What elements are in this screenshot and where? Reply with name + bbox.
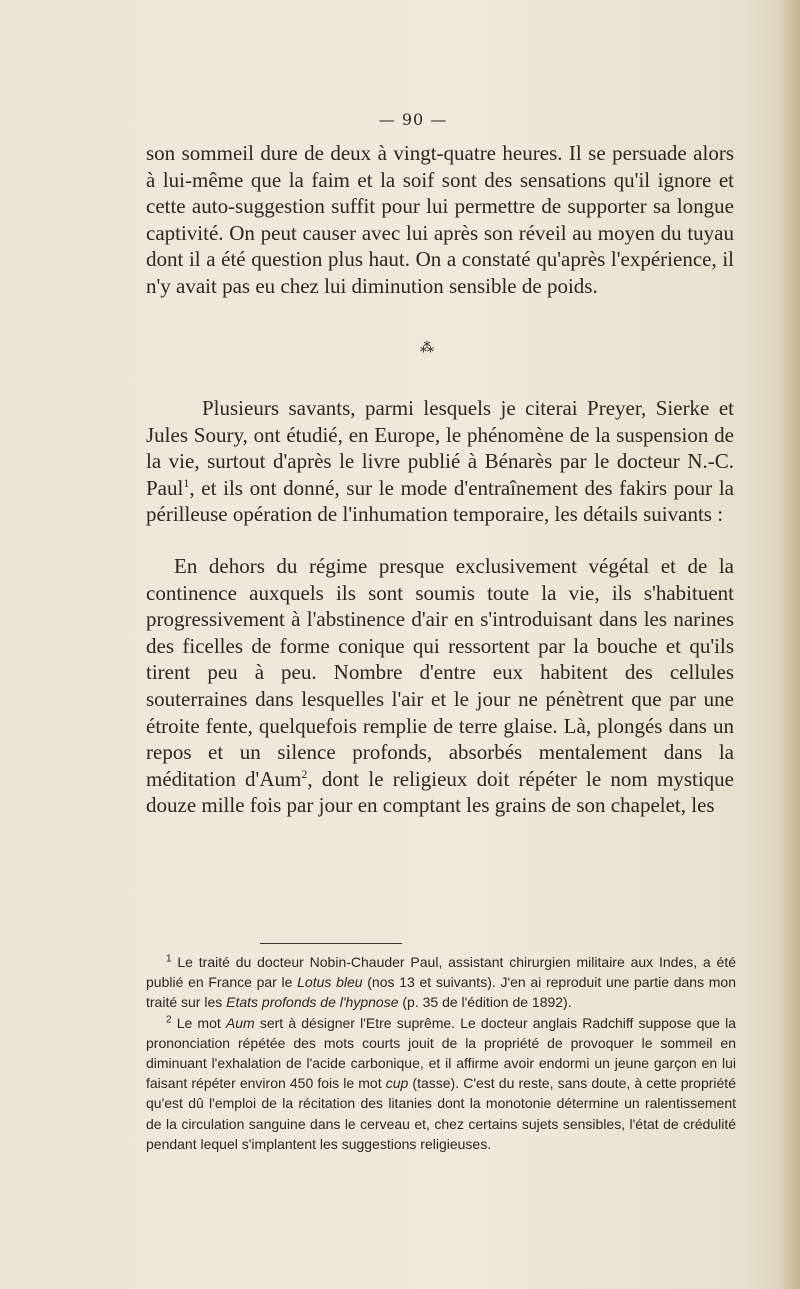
paragraph-3 [146, 553, 734, 819]
footnote-ref-1: 1 [183, 475, 190, 490]
footnote-2-cup: cup [385, 1075, 409, 1092]
footnote-1-text-a: Le traité du docteur Nobin-Chauder Paul, assistant chirurgien militaire aux Indes, a été publié en France par le [146, 954, 737, 991]
footnote-1 [146, 952, 736, 1013]
asterism-separator: ⁂ [420, 340, 434, 356]
paragraph-2 [146, 395, 734, 528]
page-edge-shadow [778, 0, 800, 1289]
paragraph-3-text-b: , dont le religieux doit répéter le nom mystique douze mille fois par jour en comptant les grains de son chapelet, les [146, 766, 734, 818]
page-number: — 90 — [378, 110, 448, 129]
footnote-1-book: Etats profonds de l'hypnose [226, 994, 399, 1011]
footnote-2 [146, 1013, 736, 1154]
footnote-2-text-a: Le mot [176, 1014, 226, 1031]
footnotes [146, 952, 736, 1154]
footnote-2-text-b: sert à désigner l'Etre suprême. Le docteur anglais Radchiff suppose que la prononciation répétée des mots courts jouit de la propriété de provoquer le sommeil en diminuant l'exhalation de l'acide carbonique, et il affirme avoir endormi un jeune garçon en lui faisant répéter environ 450 fois le mot [146, 1014, 737, 1092]
footnote-2-text-c: (tasse). C'est du reste, sans doute, à cette propriété qu'est dû l'emploi de la récitation des litanies dont la monotonie détermine un ralentissement de la circulation sanguine dans le cerveau et, chez certains sujets sensibles, l'état de crédulité pendant lequel s'implantent les suggestions religieuses. [146, 1075, 736, 1152]
paragraph-2-text-b: , et ils ont donné, sur le mode d'entraînement des fakirs pour la périlleuse opération de l'inhumation temporaire, les détails suivants : [146, 475, 734, 527]
paragraph-1: son sommeil dure de deux à vingt-quatre heures. Il se persuade alors à lui-même que la faim et la soif sont des sensations qu'il ignore et cette auto-suggestion suffit pour lui permettre de supporter sa longue captivité. On peut causer avec lui après son réveil au moyen du tuyau dont il a été question plus haut. On a constaté qu'après l'expérience, il n'y avait pas eu chez lui diminution sensible de poids. [146, 141, 734, 298]
footnote-1-text-c: (p. 35 de l'édition de 1892). [398, 994, 572, 1011]
footnote-2-number: 2 [166, 1013, 172, 1025]
footnote-1-text-b: (nos 13 et suivants). J'en ai reproduit une partie dans mon traité sur les [146, 974, 737, 1011]
footnote-1-title: Lotus bleu [297, 974, 363, 991]
paragraph-3-text-a: En dehors du régime presque exclusivement végétal et de la continence auxquels ils sont soumis toute la vie, ils s'habituent progressivement à l'abstinence d'air en s'introduisant dans les narines des ficelles de forme conique qui ressortent par la bouche et qu'ils tirent peu à peu. Nombre d'entre eux habitent des cellules souterraines dans lesquelles l'air et le jour ne pénètrent que par une étroite fente, quelquefois remplie de terre glaise. Là, plongés dans un repos et un silence profonds, absorbés mentalement dans la méditation d'Aum [146, 554, 734, 791]
footnote-2-word: Aum [225, 1014, 255, 1031]
paragraph-2-text-a: Plusieurs savants, parmi lesquels je citerai Preyer, Sierke et Jules Soury, ont étudié, en Europe, le phénomène de la suspension de la vie, surtout d'après le livre publié à Bénarès par le docteur N.-C. Paul [146, 396, 734, 500]
footnote-rule [260, 943, 402, 944]
footnote-1-number: 1 [166, 953, 172, 965]
footnote-ref-2: 2 [301, 766, 308, 781]
